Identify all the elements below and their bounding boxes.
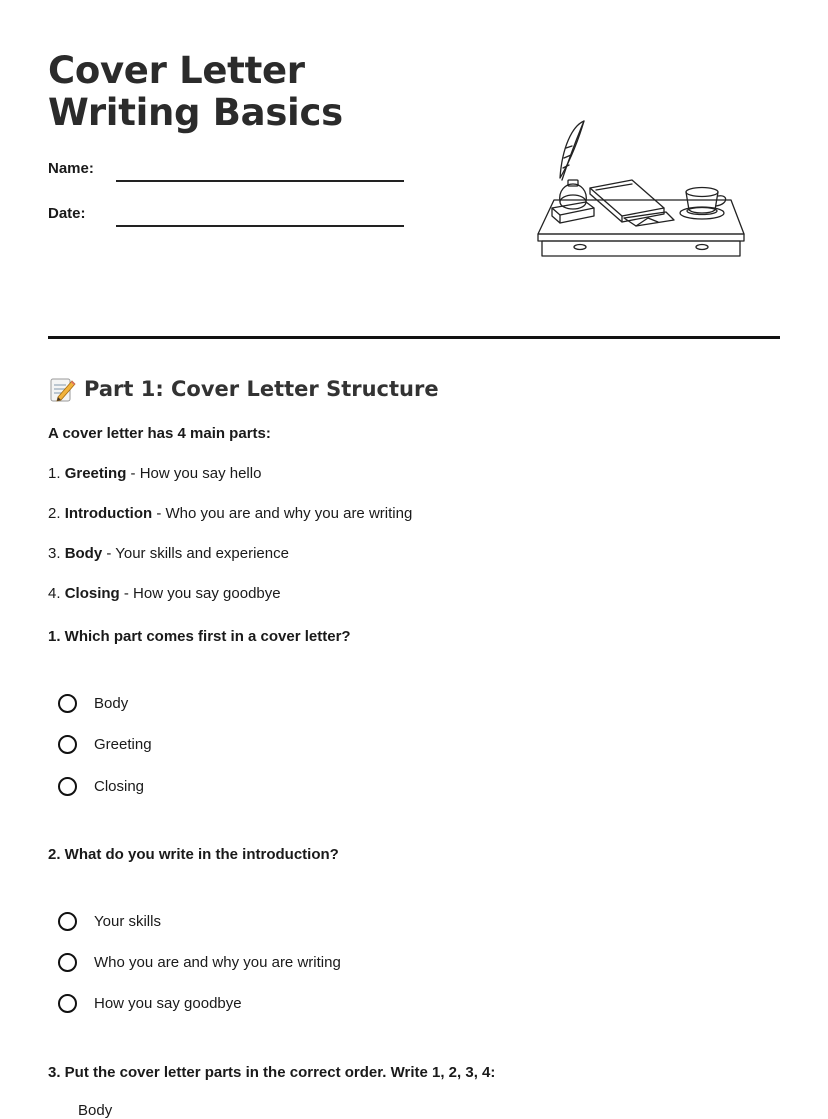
question-1: 1. Which part comes first in a cover letter?	[48, 628, 351, 645]
part-item-body: 3. Body - Your skills and experience	[48, 545, 289, 562]
option-label: Greeting	[94, 735, 152, 753]
question-3: 3. Put the cover letter parts in the correct order. Write 1, 2, 3, 4:	[48, 1064, 496, 1081]
option-label: Body	[94, 694, 129, 712]
radio-button[interactable]	[58, 994, 77, 1013]
structure-intro: A cover letter has 4 main parts:	[48, 425, 271, 442]
radio-button[interactable]	[58, 912, 77, 931]
order-item-body: Body	[78, 1102, 113, 1119]
part-item-greeting: 1. Greeting - How you say hello	[48, 465, 262, 482]
date-field	[48, 205, 408, 229]
name-input-line[interactable]	[116, 180, 404, 182]
section-heading	[48, 374, 439, 404]
radio-button[interactable]	[58, 694, 77, 713]
q1-option-greeting[interactable]	[58, 732, 152, 756]
section-heading-text: Part 1: Cover Letter Structure	[84, 377, 439, 401]
q2-option-who-you-are[interactable]	[58, 950, 341, 974]
desk-illustration-icon	[536, 118, 748, 260]
radio-button[interactable]	[58, 735, 77, 754]
radio-button[interactable]	[58, 953, 77, 972]
name-label: Name:	[48, 160, 94, 177]
question-2: 2. What do you write in the introduction?	[48, 846, 339, 863]
option-label: How you say goodbye	[94, 994, 242, 1012]
radio-button[interactable]	[58, 777, 77, 796]
date-label: Date:	[48, 205, 86, 222]
name-field	[48, 160, 408, 184]
q1-option-body[interactable]	[58, 691, 128, 715]
q1-option-closing[interactable]	[58, 774, 144, 798]
memo-pencil-icon	[48, 375, 76, 403]
part-item-introduction: 2. Introduction - Who you are and why you are writing	[48, 505, 413, 522]
part-item-closing: 4. Closing - How you say goodbye	[48, 585, 281, 602]
q2-option-goodbye[interactable]	[58, 991, 242, 1015]
option-label: Your skills	[94, 912, 161, 930]
date-input-line[interactable]	[116, 225, 404, 227]
page-title: Cover Letter Writing Basics	[48, 49, 343, 134]
option-label: Who you are and why you are writing	[94, 953, 341, 971]
q2-option-your-skills[interactable]	[58, 909, 161, 933]
option-label: Closing	[94, 777, 145, 795]
section-divider	[48, 336, 780, 339]
